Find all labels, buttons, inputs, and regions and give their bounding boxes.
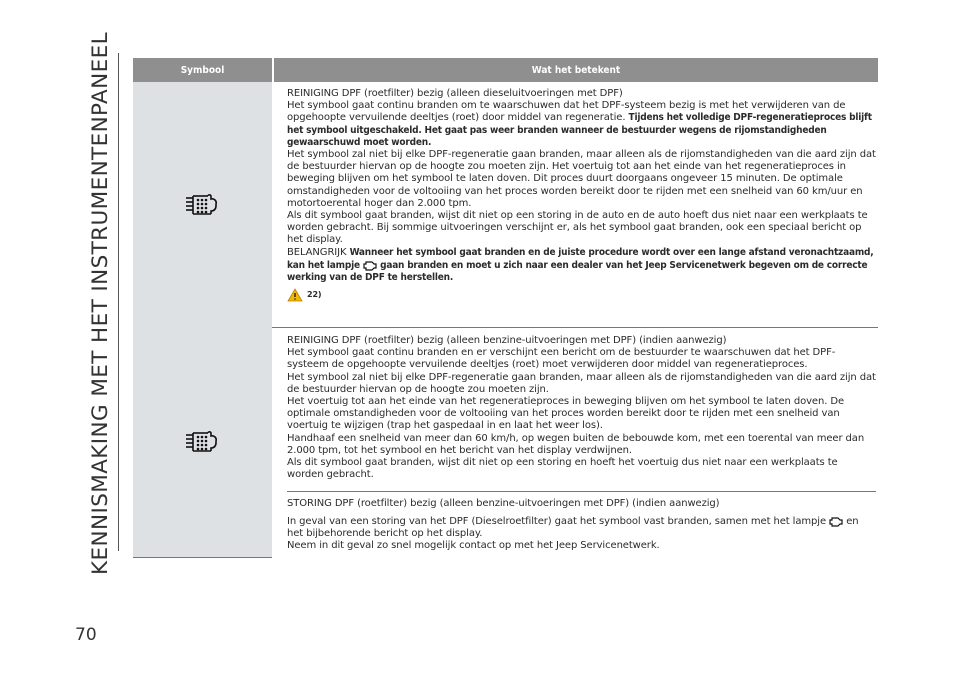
section-title xyxy=(84,31,116,575)
table-header xyxy=(133,58,878,82)
meaning-cell xyxy=(272,327,878,558)
row-paragraph: Het symbool gaat continu branden en er verschijnt een bericht om de bestuurder te waarschuwen dat het DPF-systeem de opgehoopte vervuilende deeltjes (roet) moet verwijderen door middel van regeneratieproces. xyxy=(287,347,836,371)
symbol-cell xyxy=(133,82,272,327)
section-divider xyxy=(118,53,119,551)
symbol-table xyxy=(133,58,878,558)
warning-reference xyxy=(287,288,876,302)
table-row xyxy=(133,82,878,327)
important-text: gaan branden en moet u zich naar een dealer van het Jeep Servicenetwerk begeven om de correcte werking van de DPF te herstellen. xyxy=(287,259,868,284)
engine-warning-icon xyxy=(363,259,377,271)
row-title: REINIGING DPF (roetfilter) bezig (alleen benzine-uitvoeringen met DPF) (indien aanwezig) xyxy=(287,335,727,346)
table-row xyxy=(133,327,878,558)
row-paragraph: Het symbool zal niet bij elke DPF-regeneratie gaan branden, maar alleen als de rijomstandigheden van die aard zijn dat de bestuurder hiervan op de hoogte zou moeten zijn. xyxy=(287,371,876,395)
warning-ref-text: 22) xyxy=(307,290,322,300)
row-divider xyxy=(287,491,876,492)
engine-warning-icon xyxy=(829,515,843,527)
section-title-text: KENNISMAKING MET HET INSTRUMENTENPANEEL xyxy=(87,31,113,575)
row-paragraph: Handhaaf een snelheid van meer dan 60 km/h, op wegen buiten de bebouwde kom, met een toerental van meer dan 2.000 tpm, tot het symbool en het bericht van het display verdwijnen. xyxy=(287,432,865,456)
important-label: BELANGRIJK xyxy=(287,246,347,258)
fault-paragraph: Neem in dit geval zo snel mogelijk contact op met het Jeep Servicenetwerk. xyxy=(287,540,660,552)
dpf-filter-icon xyxy=(183,429,223,455)
header-symbol: Symbool xyxy=(133,58,272,82)
fault-text: In geval van een storing van het DPF (Dieselroetfilter) gaat het symbool vast branden, samen met het lampje xyxy=(287,515,827,527)
row-title: REINIGING DPF (roetfilter) bezig (alleen dieseluitvoeringen met DPF) xyxy=(287,88,623,99)
page-number: 70 xyxy=(75,625,97,645)
fault-text: en het bijbehorende bericht op het display. xyxy=(287,515,859,539)
dpf-filter-icon xyxy=(183,192,223,218)
fault-paragraph xyxy=(287,515,876,540)
row-paragraph xyxy=(287,100,876,149)
paragraph-bold-text: Tijdens het volledige DPF-regeneratieproces blijft het symbool uitgeschakeld. Het gaat pas weer branden wanneer de bestuurder wegens de rijomstandigheden gewaarschuwd moet worden. xyxy=(287,112,872,148)
header-meaning: Wat het betekent xyxy=(274,58,878,82)
symbol-cell xyxy=(133,327,272,558)
meaning-cell xyxy=(272,82,878,328)
important-text: Wanneer het symbool gaat branden en de juiste procedure wordt over een lange afstand veronachtzaamd, kan het lampje xyxy=(287,246,874,271)
fault-block xyxy=(287,498,876,558)
fault-title: STORING DPF (roetfilter) bezig (alleen benzine-uitvoeringen met DPF) (indien aanwezig) xyxy=(287,498,720,510)
row-paragraph: Als dit symbool gaat branden, wijst dit niet op een storing en hoeft het voertuig dus niet naar een werkplaats te worden gebracht. xyxy=(287,457,838,481)
row-paragraph: Het symbool zal niet bij elke DPF-regeneratie gaan branden, maar alleen als de rijomstandigheden van die aard zijn dat de bestuurder hiervan op de hoogte zou moeten zijn. Het voertuig tot aan het einde van het regeneratieproces in beweging blijven om het symbool te laten doven. Dit proces duurt doorgaans ongeveer 15 minuten. De optimale omstandigheden voor de voltooiing van het proces worden bereikt door te rijden met een snelheid van 60 km/uur en motortoerental hoger dan 2.000 tpm. xyxy=(287,149,876,209)
important-note xyxy=(287,247,876,285)
row-paragraph: Het voertuig tot aan het einde van het regeneratieproces in beweging blijven om het symbool te laten doven. De optimale omstandigheden voor de voltooiing van het proces worden bereikt door te rijden met een snelheid van voertuig te wijzigen (trap het gaspedaal in en laat het weer los). xyxy=(287,396,845,432)
warning-triangle-icon xyxy=(287,288,303,302)
row-paragraph: Als dit symbool gaat branden, wijst dit niet op een storing in de auto en de auto hoeft dus niet naar een werkplaats te worden gebracht. Bij sommige uitvoeringen verschijnt er, als het symbool gaat branden, ook een speciaal bericht op het display. xyxy=(287,210,868,246)
paragraph-text: Het symbool gaat continu branden om te waarschuwen dat het DPF-systeem bezig is met het verwijderen van de opgehoopte vervuilende deeltjes (roet) door middel van regeneratie. xyxy=(287,100,846,124)
